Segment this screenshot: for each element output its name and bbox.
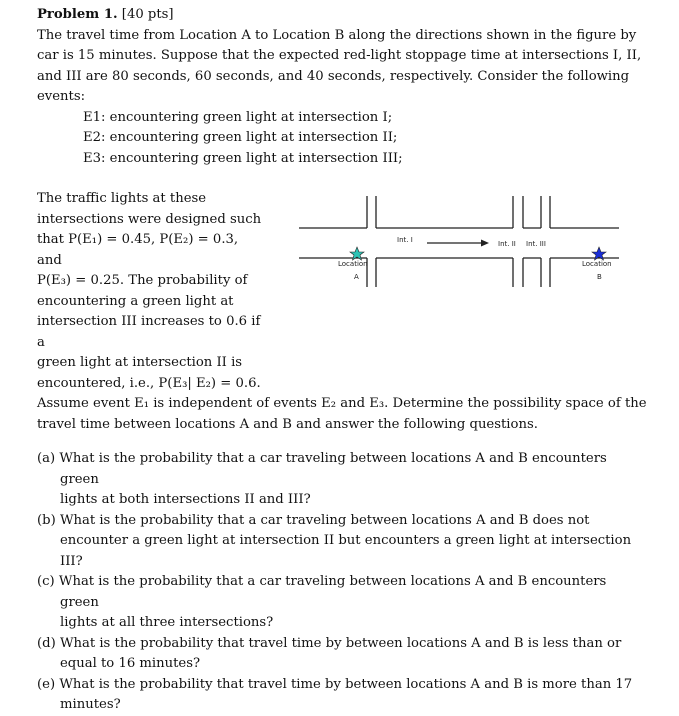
event-item: E2: encountering green light at intersection II; [83,130,398,145]
problem-document [37,5,647,716]
intro-line: and III are 80 seconds, 60 seconds, and 40 seconds, respectively. Consider the following [37,68,630,84]
question-item [37,634,647,675]
location-a-letter: A [354,273,359,281]
event-list [83,108,647,170]
question-item [37,675,647,716]
question-label: (d) [37,635,56,651]
location-a-name: Location [338,260,368,268]
description-line: encountering a green light at [37,293,234,309]
description-line: The traffic lights at these [37,191,207,206]
question-text: What is the probability that a car traveling between locations A and B encounters green [59,451,607,487]
int3-label: Int. III [526,240,546,248]
description-prefix: that [37,232,69,247]
question-item [37,449,647,511]
road-lines [299,196,619,287]
question-text: What is the probability that a car traveling between locations A and B encounters green [58,574,607,610]
intro-line: events: [37,89,86,104]
route-diagram-svg [299,191,619,291]
description-text [37,189,265,394]
problem-intro [37,26,647,108]
description-line: intersection III increases to 0.6 if a [37,314,261,350]
description-line: green light at intersection II is [37,355,243,370]
problem-points: [40 pts] [121,7,174,22]
event-item: E3: encountering green light at intersection III; [83,150,403,166]
int2-label: Int. II [498,240,516,248]
probability-expression: P(E₃) = 0.25. [37,273,125,288]
description-line [37,271,265,292]
question-item [37,511,647,573]
probability-expression: P(E₁) = 0.45, P(E₂) = 0.3, and [37,232,239,268]
question-label: (b) [37,512,56,528]
problem-title [37,5,647,26]
intro-line: The travel time from Location A to Location B along the directions shown in the figure by [37,27,637,43]
event-item: E1: encountering green light at intersection I; [83,109,393,125]
location-b-name: Location [582,260,612,268]
description-suffix: The probability of [124,273,248,288]
assumption-line: Assume event E₁ is independent of events E₂ and E₃. Determine the possibility space of the [37,396,647,411]
question-label: (a) [37,451,56,466]
direction-arrow-head [481,240,489,247]
description-line: encountered, i.e., P(E₃| E₂) = 0.6. [37,375,261,391]
question-text: encounter a green light at intersection II but encounters a green light at intersection III? [60,533,632,569]
int1-label: Int. I [397,236,413,244]
route-diagram [299,191,619,291]
question-text: minutes? [60,697,121,712]
question-text: What is the probability that travel time by between locations A and B is less than or [59,635,622,651]
description-line: intersections were designed such [37,211,262,227]
intro-line: car is 15 minutes. Suppose that the expected red-light stoppage time at intersections I, II, [37,48,642,63]
description-section [37,189,647,435]
problem-heading: Problem 1. [37,7,118,22]
question-list [37,449,647,716]
description-line [37,230,265,271]
question-text: lights at all three intersections? [60,615,274,630]
question-text: equal to 16 minutes? [60,656,201,671]
question-text: lights at both intersections II and III? [60,492,311,507]
question-item [37,572,647,634]
question-label: (c) [37,574,55,589]
question-text: What is the probability that a car traveling between locations A and B does not [59,512,590,528]
question-text: What is the probability that travel time by between locations A and B is more than 17 [59,676,633,692]
location-b-letter: B [597,273,602,281]
question-label: (e) [37,676,56,692]
assumption-line: travel time between locations A and B and answer the following questions. [37,416,538,432]
